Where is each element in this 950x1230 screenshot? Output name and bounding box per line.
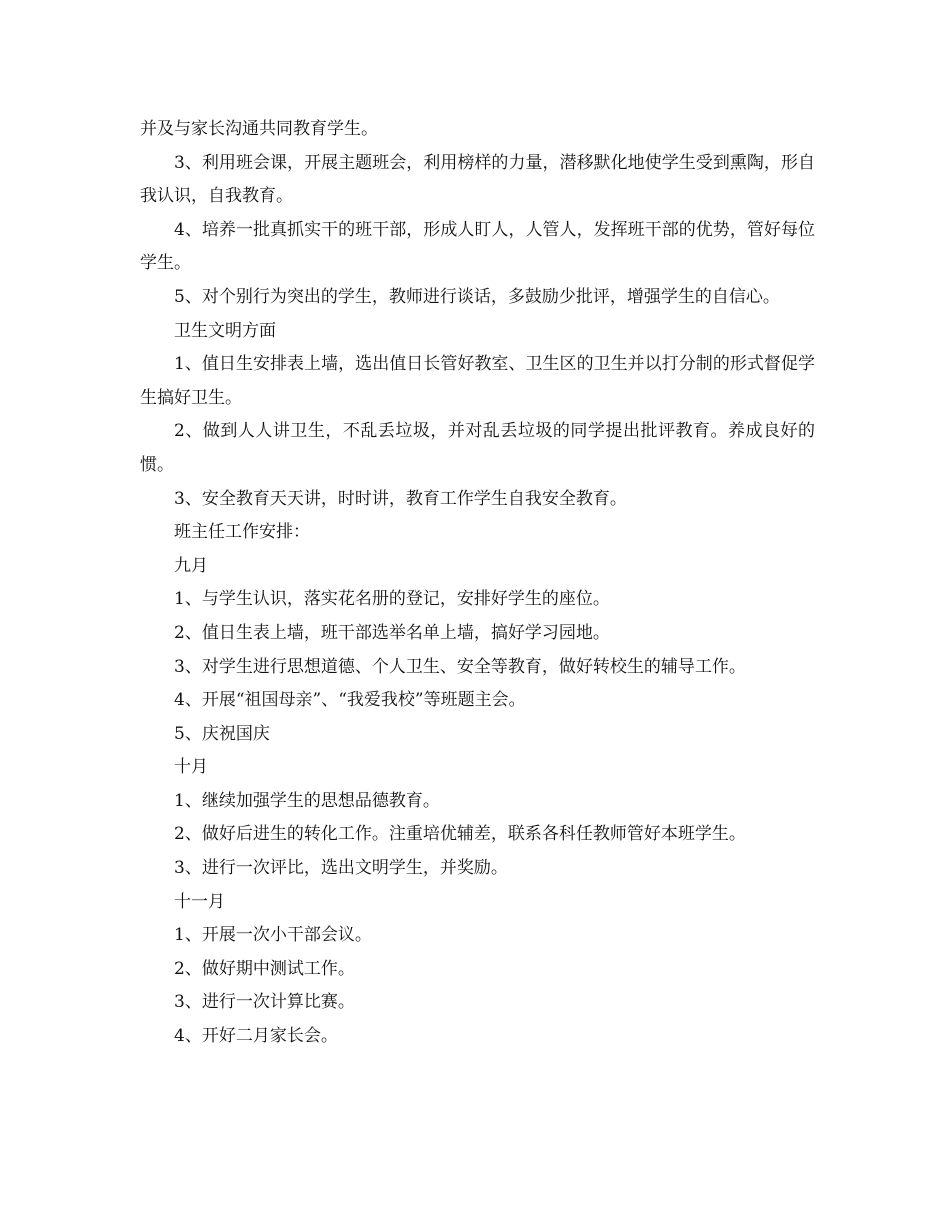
paragraph: 5、对个别行为突出的学生，教师进行谈话，多鼓励少批评，增强学生的自信心。 — [174, 286, 780, 307]
section-heading-hygiene: 卫生文明方面 — [174, 320, 276, 341]
list-item: 4、开好二月家长会。 — [174, 1026, 338, 1047]
list-item: 5、庆祝国庆 — [174, 723, 270, 744]
document-body — [140, 113, 815, 1054]
paragraph: 3、利用班会课，开展主题班会，利用榜样的力量，潜移默化地使学生受到熏陶，形自我认识，自我教育。 — [140, 152, 815, 207]
list-item: 1、与学生认识，落实花名册的登记，安排好学生的座位。 — [174, 589, 610, 610]
list-item: 1、继续加强学生的思想品德教育。 — [174, 790, 440, 811]
month-heading-september: 九月 — [174, 555, 208, 576]
list-item: 3、进行一次计算比赛。 — [174, 992, 355, 1013]
list-item: 3、进行一次评比，选出文明学生，并奖励。 — [174, 858, 508, 879]
list-item: 2、做好期中测试工作。 — [174, 958, 355, 979]
section-heading-schedule: 班主任工作安排： — [174, 522, 310, 543]
paragraph: 并及与家长沟通共同教育学生。 — [140, 119, 378, 139]
list-item: 4、开展“祖国母亲”、“我爱我校”等班题主会。 — [174, 690, 526, 711]
paragraph: 2、做到人人讲卫生，不乱丢垃圾，并对乱丢垃圾的同学提出批评教育。养成良好的惯。 — [140, 421, 815, 475]
paragraph: 3、安全教育天天讲，时时讲，教育工作学生自我安全教育。 — [174, 488, 627, 509]
list-item: 3、对学生进行思想道德、个人卫生、安全等教育，做好转校生的辅导工作。 — [174, 656, 746, 677]
paragraph: 1、值日生安排表上墙，选出值日长管好教室、卫生区的卫生并以打分制的形式督促学生搞好卫生。 — [140, 354, 815, 408]
list-item: 2、值日生表上墙，班干部选举名单上墙，搞好学习园地。 — [174, 622, 610, 643]
month-heading-november: 十一月 — [174, 891, 225, 912]
month-heading-october: 十月 — [174, 757, 208, 778]
paragraph: 4、培养一批真抓实干的班干部，形成人盯人，人管人，发挥班干部的优势，管好每位学生。 — [140, 219, 815, 274]
list-item: 2、做好后进生的转化工作。注重培优辅差，联系各科任教师管好本班学生。 — [174, 824, 746, 845]
list-item: 1、开展一次小干部会议。 — [174, 925, 372, 946]
